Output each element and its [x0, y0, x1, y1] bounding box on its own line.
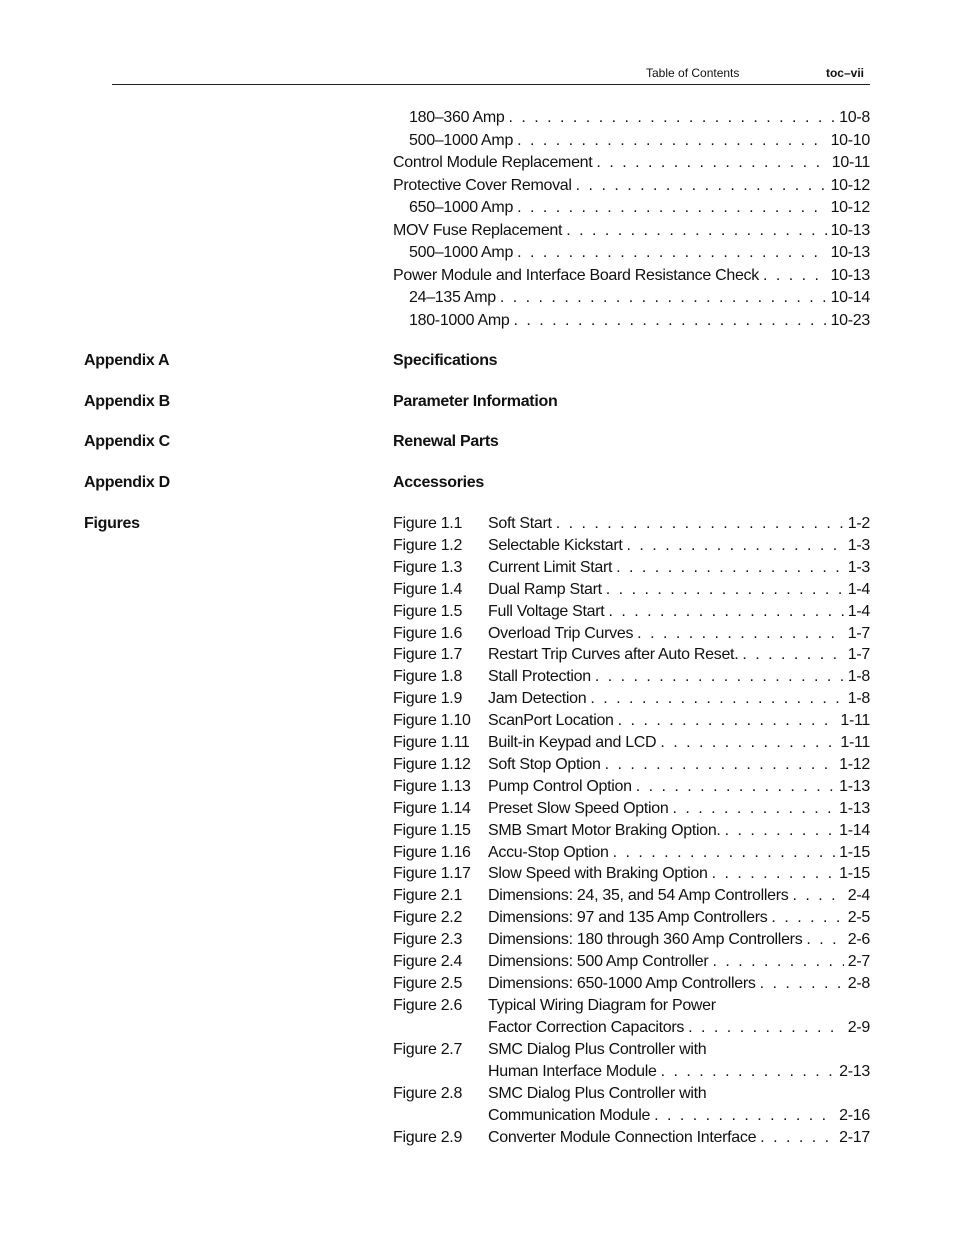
figure-page: 1-13: [839, 777, 870, 795]
toc-entry-page: 10-12: [830, 176, 870, 194]
dot-leader: [566, 220, 826, 242]
figure-title-line1: SMC Dialog Plus Controller with: [488, 1040, 707, 1058]
toc-entry-label: Protective Cover Removal: [393, 176, 572, 194]
figure-title: Slow Speed with Braking Option: [488, 865, 708, 883]
figure-page: 1-15: [839, 865, 870, 883]
figure-title: Dimensions: 650-1000 Amp Controllers: [488, 974, 756, 992]
toc-entry-label: 180-1000 Amp: [409, 311, 510, 329]
figure-title-row: [488, 754, 870, 776]
dot-leader: [616, 557, 844, 579]
figure-title: Accu-Stop Option: [488, 843, 609, 861]
figure-page: 1-2: [847, 515, 870, 532]
figure-title: Restart Trip Curves after Auto Reset.: [488, 646, 739, 664]
appendix-entry[interactable]: [84, 431, 870, 453]
figure-page: 1-7: [847, 624, 870, 642]
figure-title-row: [488, 842, 870, 864]
figure-title: Converter Module Connection Interface: [488, 1128, 757, 1146]
figure-entry[interactable]: [393, 1127, 870, 1149]
appendix-label: Appendix B: [84, 393, 170, 410]
figure-title-row: [488, 579, 870, 601]
figure-number: Figure 1.15: [393, 821, 471, 839]
figure-page: 1-4: [847, 580, 870, 598]
figure-page: 1-15: [839, 843, 870, 861]
dot-leader: [742, 644, 843, 666]
figure-entry[interactable]: [393, 732, 870, 754]
figure-number: Figure 1.3: [393, 558, 463, 576]
header-page-number: toc–vii: [825, 66, 864, 80]
figure-title: SMB Smart Motor Braking Option.: [488, 821, 721, 839]
toc-entry[interactable]: [409, 287, 870, 309]
figure-title: Full Voltage Start: [488, 602, 605, 620]
figure-number: Figure 1.10: [393, 712, 471, 730]
figure-title: Factor Correction Capacitors: [488, 1018, 685, 1036]
figure-page: 2-7: [847, 953, 870, 970]
appendix-label: Appendix D: [84, 474, 170, 491]
toc-entry-label: 24–135 Amp: [409, 289, 496, 306]
figure-title-row: [488, 601, 870, 623]
figure-number: Figure 1.7: [393, 646, 463, 664]
figure-number: Figure 1.11: [393, 734, 470, 751]
figure-entry[interactable]: [393, 754, 870, 776]
dot-leader: [661, 1061, 836, 1083]
toc-entry-page: 10-12: [830, 199, 870, 216]
figure-page: 1-3: [847, 536, 870, 554]
figure-page: 1-4: [847, 602, 870, 620]
dot-leader: [760, 1127, 835, 1149]
figure-entry[interactable]: [393, 929, 870, 951]
figure-title-row: [488, 907, 870, 929]
toc-entry[interactable]: [409, 197, 870, 219]
dot-leader: [637, 623, 844, 645]
figure-entry[interactable]: [393, 951, 870, 973]
figure-entry[interactable]: [393, 820, 870, 842]
figure-title-row: [488, 732, 870, 754]
figure-number: Figure 1.1: [393, 515, 463, 532]
dot-leader: [508, 107, 835, 129]
figure-title: Selectable Kickstart: [488, 536, 623, 554]
figure-title: Human Interface Module: [488, 1062, 657, 1080]
figure-page: 1-7: [847, 646, 870, 664]
figure-title: Dimensions: 180 through 360 Amp Controllers: [488, 931, 803, 949]
figure-entry[interactable]: [393, 688, 870, 710]
dot-leader: [595, 666, 844, 688]
figure-title-row: [488, 623, 870, 645]
dot-leader: [763, 265, 827, 287]
figures-heading: Figures: [84, 515, 140, 532]
dot-leader: [513, 310, 826, 332]
figure-title-row: [488, 688, 870, 710]
dot-leader: [500, 287, 827, 309]
figure-title-row: [488, 557, 870, 579]
dot-leader: [806, 929, 843, 951]
figure-number: Figure 2.3: [393, 931, 463, 949]
figure-page: 2-6: [847, 931, 870, 949]
appendix-title: Renewal Parts: [393, 433, 499, 450]
figure-entry[interactable]: [393, 579, 870, 601]
figure-title: Dimensions: 24, 35, and 54 Amp Controllers: [488, 887, 789, 905]
figure-page: 2-8: [847, 974, 870, 992]
figure-title-row: [488, 1105, 870, 1127]
figure-title: Jam Detection: [488, 690, 587, 708]
figure-title-row: [488, 973, 870, 995]
figure-title-row: [488, 1061, 870, 1083]
dot-leader: [517, 197, 827, 219]
figure-entry[interactable]: [393, 644, 870, 666]
dot-leader: [608, 601, 843, 623]
figure-entry[interactable]: [393, 776, 870, 798]
figure-title-row: [488, 820, 870, 842]
toc-entry-label: 180–360 Amp: [409, 109, 505, 126]
figure-title-row: [488, 1127, 870, 1149]
toc-entry-page: 10-14: [830, 289, 870, 306]
figure-title: Dimensions: 97 and 135 Amp Controllers: [488, 909, 768, 927]
appendix-entry[interactable]: [84, 391, 870, 413]
figure-number: Figure 2.1: [393, 887, 463, 905]
dot-leader: [636, 776, 835, 798]
toc-entry-page: 10-10: [830, 131, 870, 149]
figure-entry[interactable]: [393, 863, 870, 885]
dot-leader: [712, 951, 843, 973]
figure-title: Current Limit Start: [488, 558, 613, 576]
figure-title-row: [488, 666, 870, 688]
figure-title: Soft Start: [488, 515, 552, 532]
dot-leader: [792, 885, 843, 907]
header-title: Table of Contents: [646, 66, 740, 80]
toc-entry[interactable]: [409, 130, 870, 152]
dot-leader: [576, 175, 827, 197]
figure-entry[interactable]: [393, 842, 870, 864]
figure-number: Figure 1.9: [393, 690, 463, 708]
figure-title: Dual Ramp Start: [488, 580, 602, 598]
figure-entry[interactable]: [393, 623, 870, 645]
figure-number: Figure 1.4: [393, 580, 463, 598]
figure-page: 2-5: [847, 909, 870, 927]
figure-title-row: [488, 513, 870, 535]
toc-entry[interactable]: [393, 265, 870, 287]
page-header: [112, 60, 870, 85]
figure-page: 2-4: [847, 887, 870, 905]
figure-page: 1-11: [840, 734, 870, 751]
figure-number: Figure 1.17: [393, 865, 471, 883]
dot-leader: [618, 710, 837, 732]
figure-page: 2-17: [839, 1128, 870, 1146]
figure-entry[interactable]: [393, 710, 870, 732]
dot-leader: [672, 798, 835, 820]
figure-number: Figure 1.2: [393, 536, 463, 554]
figure-number: Figure 2.2: [393, 909, 463, 927]
toc-entry[interactable]: [393, 152, 870, 174]
figure-title: Preset Slow Speed Option: [488, 799, 669, 817]
dot-leader: [606, 579, 844, 601]
toc-entry-label: 500–1000 Amp: [409, 244, 514, 261]
figure-title: Overload Trip Curves: [488, 624, 634, 642]
figure-page: 1-3: [847, 558, 870, 576]
figure-page: 2-16: [839, 1106, 870, 1124]
figure-title-row: [488, 1017, 870, 1039]
toc-entry-label: 650–1000 Amp: [409, 199, 514, 216]
appendix-title: Parameter Information: [393, 393, 558, 410]
figure-number: Figure 1.8: [393, 668, 463, 686]
dot-leader: [627, 535, 844, 557]
figure-number: Figure 2.4: [393, 953, 463, 970]
figure-title-row: [488, 776, 870, 798]
figure-number: Figure 1.12: [393, 755, 471, 773]
figure-title: Pump Control Option: [488, 777, 632, 795]
dot-leader: [596, 152, 827, 174]
figure-page: 2-13: [839, 1062, 870, 1080]
dot-leader: [712, 863, 836, 885]
figure-entry[interactable]: [393, 1083, 870, 1127]
figure-page: 1-8: [847, 668, 870, 686]
toc-entry[interactable]: [409, 107, 870, 129]
dot-leader: [605, 754, 836, 776]
figure-entry[interactable]: [393, 798, 870, 820]
figure-title-row: [488, 710, 870, 732]
figure-title-row: [488, 885, 870, 907]
toc-entry-label: Control Module Replacement: [393, 154, 593, 171]
figure-title-row: [488, 951, 870, 973]
figure-title: Built-in Keypad and LCD: [488, 734, 657, 751]
figure-number: Figure 1.13: [393, 777, 471, 795]
figure-number: Figure 2.8: [393, 1084, 463, 1102]
appendix-label: Appendix A: [84, 352, 170, 369]
figure-entry[interactable]: [393, 907, 870, 929]
figure-entry[interactable]: [393, 885, 870, 907]
figure-number: Figure 1.5: [393, 602, 463, 620]
figure-title: Soft Stop Option: [488, 755, 601, 773]
toc-entry[interactable]: [393, 175, 870, 197]
figure-page: 1-11: [840, 712, 870, 730]
figure-title-row: [488, 929, 870, 951]
figure-entry[interactable]: [393, 535, 870, 557]
figure-number: Figure 1.6: [393, 624, 463, 642]
dot-leader: [660, 732, 836, 754]
toc-entry[interactable]: [409, 242, 870, 264]
figure-number: Figure 2.5: [393, 974, 463, 992]
figure-entry[interactable]: [393, 1039, 870, 1083]
figure-page: 1-12: [839, 755, 870, 773]
figure-title: Stall Protection: [488, 668, 591, 686]
toc-entry-label: MOV Fuse Replacement: [393, 221, 563, 239]
figure-title-line1: SMC Dialog Plus Controller with: [488, 1084, 707, 1102]
dot-leader: [613, 842, 836, 864]
dot-leader: [590, 688, 843, 710]
figure-entry[interactable]: [393, 513, 870, 535]
dot-leader: [517, 130, 827, 152]
figure-title: ScanPort Location: [488, 712, 614, 730]
toc-entry-page: 10-13: [830, 266, 870, 284]
dot-leader: [725, 820, 836, 842]
appendix-title: Specifications: [393, 352, 498, 369]
toc-entry[interactable]: [409, 310, 870, 332]
figure-number: Figure 2.9: [393, 1128, 463, 1146]
dot-leader: [556, 513, 844, 535]
appendix-label: Appendix C: [84, 433, 170, 450]
figure-page: 1-13: [839, 799, 870, 817]
toc-entry-page: 10-23: [830, 311, 870, 329]
figure-title: Dimensions: 500 Amp Controller: [488, 953, 709, 970]
figure-title-line1: Typical Wiring Diagram for Power: [488, 996, 716, 1014]
figure-number: Figure 2.6: [393, 996, 463, 1014]
appendix-title: Accessories: [393, 474, 484, 491]
toc-entry-page: 10-11: [831, 154, 870, 171]
figure-number: Figure 1.14: [393, 799, 471, 817]
toc-entry-page: 10-8: [839, 109, 870, 126]
toc-entry[interactable]: [393, 220, 870, 242]
toc-entry-label: Power Module and Interface Board Resistance Check: [393, 266, 759, 284]
dot-leader: [654, 1105, 835, 1127]
toc-entry-page: 10-13: [830, 244, 870, 261]
figure-page: 1-8: [847, 690, 870, 708]
figure-title-row: [488, 798, 870, 820]
figure-page: 1-14: [839, 821, 870, 839]
figure-title-row: [488, 535, 870, 557]
figure-entry[interactable]: [393, 973, 870, 995]
dot-leader: [760, 973, 844, 995]
figure-title-row: [488, 644, 870, 666]
figure-page: 2-9: [847, 1018, 870, 1036]
figure-title: Communication Module: [488, 1106, 651, 1124]
toc-entry-page: 10-13: [830, 221, 870, 239]
figure-entry[interactable]: [393, 666, 870, 688]
appendix-entry[interactable]: [84, 350, 870, 372]
figure-entry[interactable]: [393, 601, 870, 623]
figure-title-row: [488, 863, 870, 885]
figure-number: Figure 1.16: [393, 843, 471, 861]
dot-leader: [688, 1017, 844, 1039]
dot-leader: [771, 907, 843, 929]
figure-number: Figure 2.7: [393, 1040, 463, 1058]
figure-entry[interactable]: [393, 995, 870, 1039]
dot-leader: [517, 242, 827, 264]
figure-entry[interactable]: [393, 557, 870, 579]
appendix-entry[interactable]: [84, 472, 870, 494]
toc-entry-label: 500–1000 Amp: [409, 131, 514, 149]
